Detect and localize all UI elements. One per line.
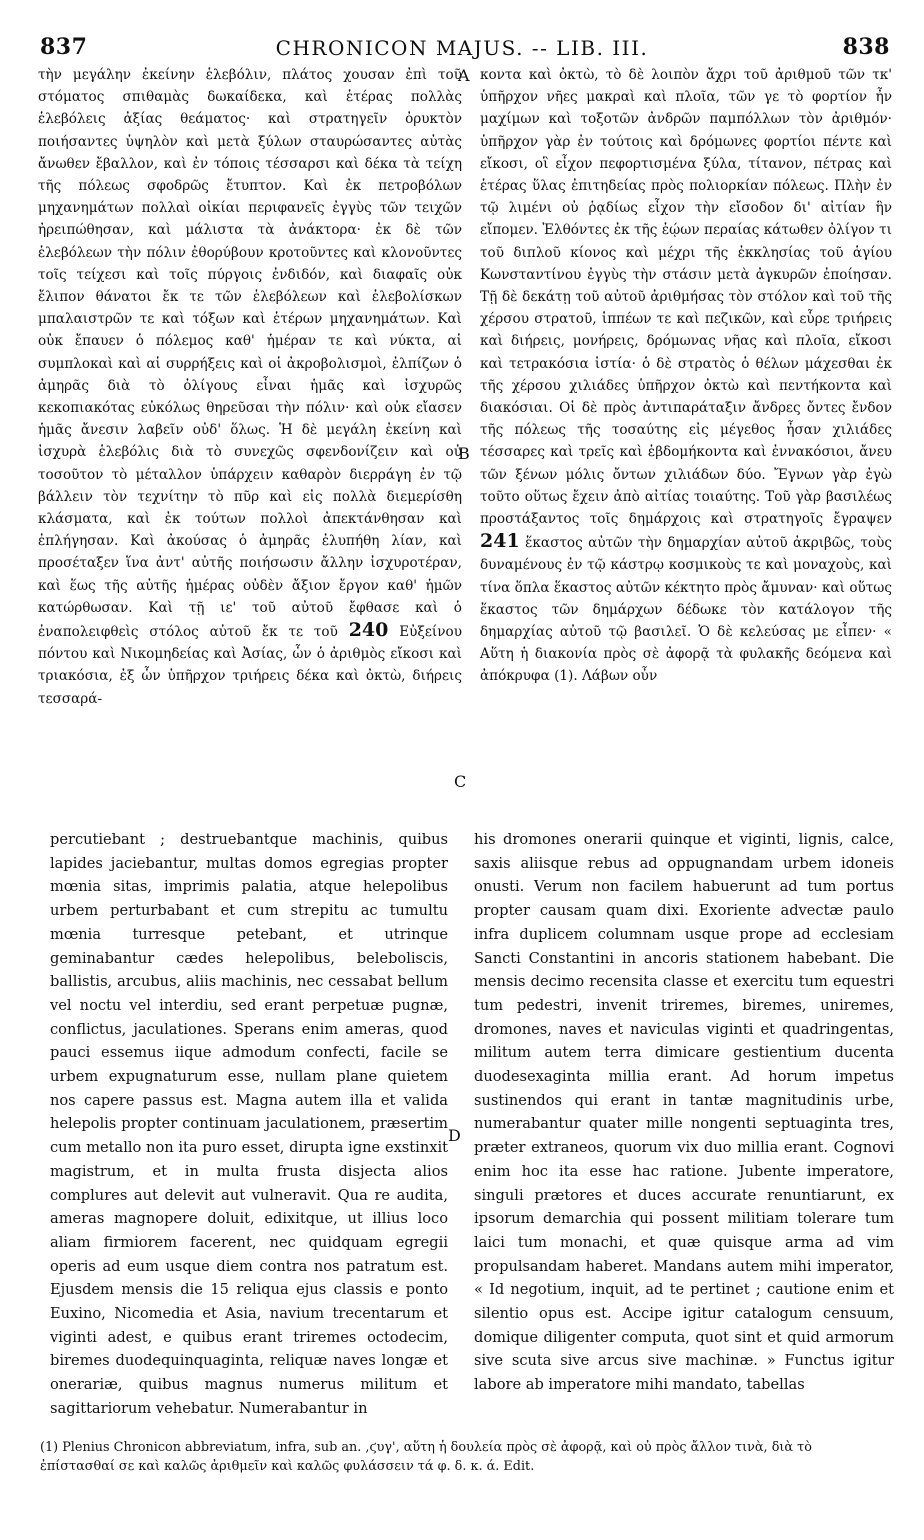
- greek-paragraph-right: [480, 64, 892, 688]
- margin-marker-a: A: [458, 66, 470, 85]
- page-number-left: 837: [40, 34, 88, 60]
- latin-paragraph-right: his dromones onerarii quinque et viginti, lignis, calce, saxis aliisque rebus ad oppugnandam urbem idoneis onusti. Verum non facilem habuerunt ad tum portus propter causam quam dixi. Exoriente advectæ paulo infra duplicem columnam usque prope ad ecclesiam Sancti Constantini in ancoris stationem habebant. Die mensis decimo recensita classe et exercitu tum equestri tum pedestri, invenit triremes, biremes, uniremes, dromones, naves et naviculas viginti et quadringentas, militum autem terra dimicare gestientium ducenta duodesexaginta millia erant. Ad horum impetus sustinendos qui erant in tantæ magnitudinis urbe, numerabantur quater mille nongenti septuaginta tres, præter extraneos, quorum vix duo millia erant. Cognovi enim hoc ita esse hac ratione. Jubente imperatore, singuli prætores et duces accurate renuntiarunt, ex ipsorum demarchia qui possent militiam tolerare tum laici tum monachi, et quæ quisque arma ad vim propulsandam haberet. Mandans autem mihi imperator, « Id negotium, inquit, ad te pertinet ; cautione enim et silentio opus est. Accipe igitur catalogum censuum, domique diligenter computa, quot sint et quid armorum sive scuta sive arcus sive machinæ. » Functus igitur labore ab imperatore mihi mandato, tabellas: [474, 831, 894, 1394]
- greek-paragraph-left: [38, 64, 462, 710]
- section-number-241: 241: [480, 530, 520, 553]
- greek-text-right-1: κοντα καὶ ὀκτὼ, τὸ δὲ λοιπὸν ἄχρι τοῦ ἀριθμοῦ τῶν τκ' ὑπῆρχον νῆες μακραὶ καὶ πλοῖα, τῶν γε τὸ φορτίον ἦν μαχίμων καὶ τοξοτῶν ἀνδρῶν παμπόλλων τὸν ἀριθμόν· ὑπῆρχον γὰρ ἐν τούτοις καὶ δρόμωνες φορτίοι πέντε καὶ εἴκοσι, οἳ εἶχον πεφορτισμένα ξύλα, τίτανον, πέτρας καὶ ἑτέρας ὕλας ἐπιτηδείας πρὸς πολιορκίαν πόλεως. Πλὴν ἐν τῷ λιμένι οὐ ῥᾳδίως εἶχον τὴν εἴσοδον δι' αἰτίαν ἣν εἴπομεν. Ἐλθόντες ἐκ τῆς ἑῴων περαίας κάτωθεν ὀλίγον τι τοῦ διπλοῦ κίονος καὶ μέχρι τῆς ἐκκλησίας τοῦ ἁγίου Κωνσταντίνου ἐγγὺς τὴν στάσιν μετὰ ἀγκυρῶν ἐποίησαν. Τῇ δὲ δεκάτῃ τοῦ αὐτοῦ ἀριθμήσας τὸν στόλον καὶ τοῦ τῆς χέρσου στρατοῦ, ἱππέων τε καὶ πεζικῶν, καὶ εὗρε τριήρεις καὶ διήρεις, μονήρεις, δρόμωνας νῆας καὶ πλοῖα, εἴκοσι καὶ τετρακόσια ἱστία· ὁ δὲ στρατὸς ὁ θέλων μάχεσθαι ἐκ τῆς χέρσου χιλιάδες ὑπῆρχον ὀκτὼ καὶ πεντήκοντα καὶ διακόσιαι. Οἱ δὲ πρὸς ἀντιπαράταξιν ἄνδρες ὄντες ἔνδον τῆς πόλεως τῆς τοσαύτης εἰς μέγεθος ἦσαν χιλιάδες τέσσαρες καὶ τρεῖς καὶ ἑβδομήκοντα καὶ ἐννακόσιοι, ἄνευ τῶν ξένων μόλις ὄντων χιλιάδων δύο. Ἔγνων γὰρ ἐγὼ τοῦτο οὕτως ἔχειν ἀπὸ αἰτίας τοιαύτης. Τοῦ γὰρ βασιλέως προστάξαντος τοῖς δημάρχοις καὶ στρατηγοῖς ἔγραψεν: [480, 67, 892, 528]
- latin-paragraph-left: percutiebant ; destruebantque machinis, quibus lapides jaciebantur, multas domos egregias propter mœnia sitas, imprimis palatia, atque helepolibus urbem perturbabant et cum strepitu ac tumultu mœnia turresque petebant, et utrinque geminabantur cædes helepolibus, beleboliscis, ballistis, arcubus, aliis machinis, nec cessabat bellum vel noctu vel interdiu, sed erant perpetuæ pugnæ, conflictus, jaculationes. Sperans enim ameras, quod pauci essemus iique admodum confecti, facile se urbem expugnaturum esse, nullam plane quietem nos capere passus est. Magna autem illa et valida helepolis propter continuam jaculationem, præsertim cum metallo non ita puro esset, dirupta igne exstinxit magistrum, et in multa frusta disjecta alios complures aut delevit aut vulneravit. Qua re audita, ameras magnopere doluit, edixitque, ut illius loco aliam firmiorem facerent, nec quidquam egregii operis ad eum usque diem contra nos patratum est. Ejusdem mensis die 15 reliqua ejus classis e ponto Euxino, Nicomedia et Asia, navium trecentarum et viginti adest, e quibus erant triremes octodecim, biremes duodequinquaginta, reliquæ naves longæ et onerariæ, quibus magnus numerus militum et sagittariorum vehebatur. Numerabantur in: [50, 831, 448, 1417]
- footnote: (1) Plenius Chronicon abbreviatum, infra, sub an. ,ϛυγ', αὕτη ἡ δουλεία πρὸς σὲ ἀφορᾷ, καὶ οὐ πρὸς ἄλλον τινὰ, διὰ τὸ ἐπίστασθαί σε καὶ καλῶς ἀριθμεῖν καὶ καλῶς φυλάσσειν τά φ. δ. κ. ά. Edit.: [40, 1440, 812, 1474]
- page-header: [30, 30, 894, 64]
- greek-text-right-2: ἕκαστος αὐτῶν τὴν δημαρχίαν αὐτοῦ ἀκριβῶς, τοὺς δυναμένους ἐν τῷ κάστρῳ κοσμικοὺς τε καὶ μοναχοὺς, καὶ τίνα ὅπλα ἕκαστος αὐτῶν κέκτητο πρὸς ἄμυναν· καὶ οὕτως ἕκαστος τῶν δημάρχων δέδωκε τὸν κατάλογον τῆς δημαρχίας αὐτοῦ τῷ βασιλεῖ. Ὁ δὲ κελεύσας με εἶπεν· « Αὕτη ἡ διακονία πρὸς σὲ ἀφορᾷ τὰ φυλακῆς δεόμενα καὶ ἀπόκρυφα (1). Λάβων οὖν: [480, 535, 892, 685]
- greek-text-left-2: Εὐξείνου πόντου καὶ Νικομηδείας καὶ Ἀσίας, ὧν ὁ ἀριθμὸς εἴκοσι καὶ τριακόσια, ἐξ ὧν ὑπῆρχον τριήρεις δέκα καὶ ὀκτὼ, διήρεις τεσσαρά-: [38, 624, 462, 707]
- latin-column-left: [50, 828, 448, 1448]
- latin-column-right: [474, 828, 894, 1448]
- greek-column-left: [38, 64, 462, 824]
- greek-column-right: [480, 64, 892, 824]
- section-number-240: 240: [348, 619, 389, 642]
- running-title: CHRONICON MAJUS. -- LIB. III.: [275, 36, 649, 60]
- margin-marker-b: B: [458, 444, 470, 463]
- margin-marker-c: C: [454, 772, 467, 791]
- page-number-right: 838: [842, 34, 890, 60]
- margin-marker-d: D: [448, 1126, 461, 1145]
- greek-text-left-1: τὴν μεγάλην ἐκείνην ἑλεβόλιν, πλάτος χουσαν ἐπὶ τοῦ στόματος σπιθαμὰς δωκαίδεκα, καὶ ἑτέρας πολλὰς ἑλεβόλεις ἀξίας θεάματος· καὶ στρατηγεῖν ὀρυκτὸν ποιήσαντες ὑψηλὸν καὶ μετὰ ξύλων σταυρώσαντες αὐτὰς ἄνωθεν ἔβαλλον, καὶ ἐν τόποις τέσσαρσι καὶ δέκα τὰ τείχη τῆς πόλεως σφοδρῶς ἔτυπτον. Καὶ ἐκ πετροβόλων μηχανημάτων πολλαὶ οἰκίαι περιφανεῖς ἐγγὺς τῶν τειχῶν ἠρειπώθησαν, καὶ μάλιστα τὰ ἀνάκτορα· ἐκ δὲ τῶν ἑλεβόλεων τὴν πόλιν ἐθορύβουν κροτοῦντες καὶ κλονοῦντες τοῖς τείχεσι καὶ τοῖς πύργοις ἐνδιδόν, καὶ διαφαῖς οὐκ ἔλιπον θάνατοι ἔκ τε τῶν ἑλεβόλεων καὶ ἑλεβολίσκων μπαλαιστρῶν τε καὶ τόξων καὶ ἑτέρων μηχανημάτων. Καὶ οὐκ ἔπαυεν ὁ πόλεμος καθ' ἡμέραν τε καὶ νύκτα, αἱ συμπλοκαὶ καὶ αἱ συρρήξεις καὶ οἱ ἀκροβολισμοὶ, ἐλπίζων ὁ ἀμηρᾶς διὰ τὸ ὀλίγους εἶναι ἡμᾶς καὶ ἰσχυρῶς κεκοπιακότας εὐκόλως θηρεῦσαι τὴν πόλιν· καὶ οὐκ εἴασεν ἡμᾶς ἄνεσιν λαβεῖν οὐδ' ὅλως. Ἡ δὲ μεγάλη ἐκείνη καὶ ἰσχυρὰ ἑλεβόλις διὰ τὸ συνεχῶς σφενδονίζειν καὶ οὐ τοσοῦτον τὸ μέταλλον ὑπάρχειν καθαρὸν διερράγη ἐν τῷ βάλλειν τὸν τεχνίτην τὸ πῦρ καὶ εἰς πολλὰ διεμερίσθη κλάσματα, καὶ ἐκ τούτων πολλοὶ ἀπεκτάνθησαν καὶ ἐπλήγησαν. Καὶ ἀκούσας ὁ ἀμηρᾶς ἐλυπήθη λίαν, καὶ προσέταξεν ἵνα ἀντ' αὐτῆς ποιήσωσιν ἄλλην ἰσχυροτέραν, καὶ ἕως τῆς αὐτῆς ἡμέρας οὐδὲν ἄξιον ἔργον καθ' ἡμῶν κατώρθωσαν. Καὶ τῇ ιε' τοῦ αὐτοῦ ἔφθασε καὶ ὁ ἐναπολειφθεὶς στόλος αὐτοῦ ἔκ τε τοῦ: [38, 67, 462, 641]
